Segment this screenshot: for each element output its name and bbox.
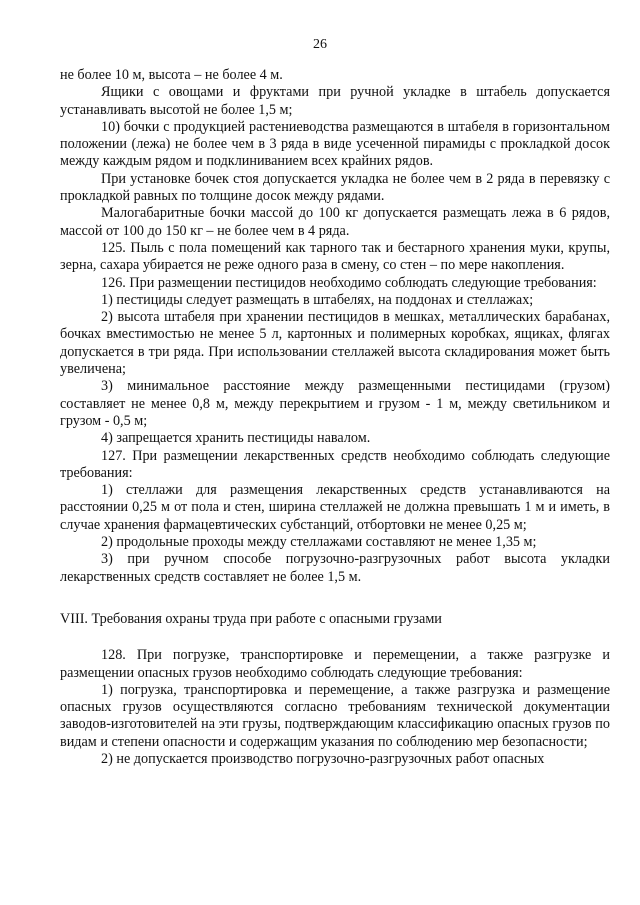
paragraph: 125. Пыль с пола помещений как тарного так и бестарного хранения муки, крупы, зерна, сахара убирается не реже одного раза в смену, со стен – по мере накопления. xyxy=(60,239,610,274)
paragraph: При установке бочек стоя допускается укладка не более чем в 2 ряда в перевязку с прокладкой равных по толщине досок между рядами. xyxy=(60,170,610,205)
document-body xyxy=(60,67,610,768)
paragraph-continuation: не более 10 м, высота – не более 4 м. xyxy=(60,67,283,83)
paragraph: 127. При размещении лекарственных средств необходимо соблюдать следующие требования: xyxy=(60,447,610,481)
paragraph: 4) запрещается хранить пестициды навалом. xyxy=(101,430,371,447)
paragraph: 1) пестициды следует размещать в штабелях, на поддонах и стеллажах; xyxy=(101,291,534,308)
page-number: 26 xyxy=(313,37,327,52)
paragraph: Малогабаритные бочки массой до 100 кг допускается размещать лежа в 6 рядов, массой от 100 до 150 кг – не более чем в 4 ряда. xyxy=(60,205,610,239)
paragraph: 1) стеллажи для размещения лекарственных средств устанавливаются на расстоянии 0,25 м от пола и стен, ширина стеллажей не должна превышать 1 м и иметь, в случае хранения фармацевтических субстанций, отбортовки не менее 0,25 м; xyxy=(60,482,610,533)
paragraph: 3) при ручном способе погрузочно-разгрузочных работ высота укладки лекарственных средств составляет не более 1,5 м. xyxy=(60,551,610,585)
paragraph: 10) бочки с продукцией растениеводства размещаются в штабеля в горизонтальном положении (лежа) не более чем в 3 ряда в виде усеченной пирамиды с прокладкой досок между каждым рядом и подклиниванием всех крайних рядов. xyxy=(60,118,610,170)
paragraph: Ящики с овощами и фруктами при ручной укладке в штабель допускается устанавливать высотой не более 1,5 м; xyxy=(60,84,610,118)
paragraph: 128. При погрузке, транспортировке и перемещении, а также разгрузке и размещении опасных грузов необходимо соблюдать следующие требования: xyxy=(60,647,610,681)
paragraph: 2) высота штабеля при хранении пестицидов в мешках, металлических барабанах, бочках вместимостью не менее 5 л, картонных и полимерных коробках, ящиках, флягах допускается в три ряда. При использовании стеллажей высота складирования может быть увеличена; xyxy=(60,309,610,378)
paragraph: 126. При размещении пестицидов необходимо соблюдать следующие требования: xyxy=(101,274,597,291)
section-heading: VIII. Требования охраны труда при работе с опасными грузами xyxy=(60,610,442,627)
paragraph: 3) минимальное расстояние между размещенными пестицидами (грузом) составляет не менее 0,8 м, между перекрытием и грузом - 1 м, между светильником и грузом - 0,5 м; xyxy=(60,378,610,429)
paragraph: 2) не допускается производство погрузочно-разгрузочных работ опасных xyxy=(101,750,545,767)
paragraph: 1) погрузка, транспортировка и перемещение, а также разгрузка и размещение опасных грузов осуществляются согласно требованиям технической документации заводов-изготовителей на эти грузы, подтверждающим классификацию опасных грузов по видам и степени опасности и содержащим указания по соблюдению мер безопасности; xyxy=(60,681,610,750)
paragraph: 2) продольные проходы между стеллажами составляют не менее 1,35 м; xyxy=(101,534,537,551)
